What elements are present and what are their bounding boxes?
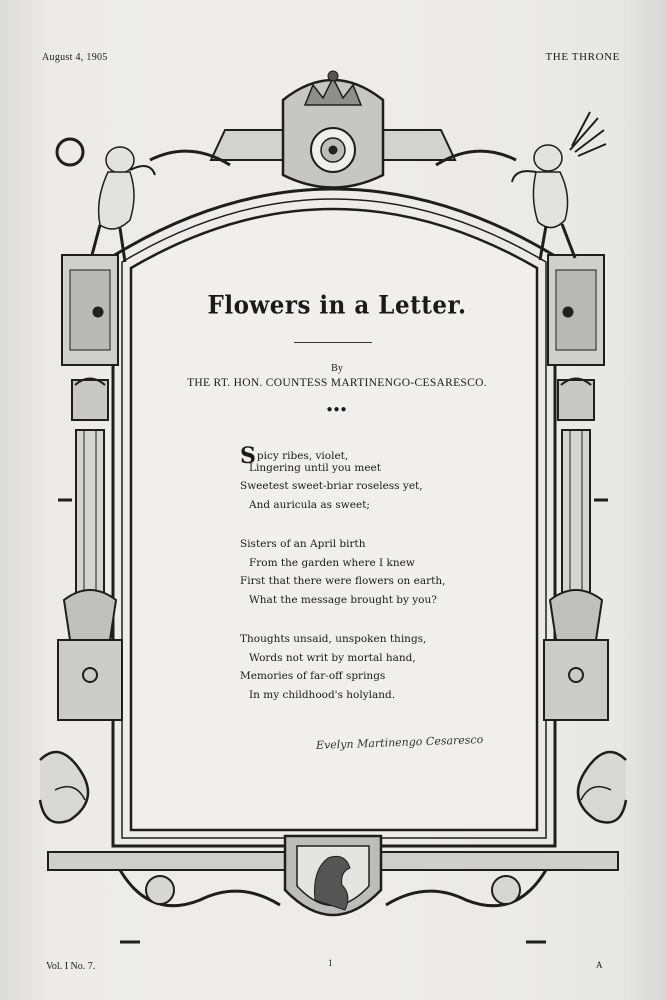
section-mark: A xyxy=(596,960,603,970)
volume-number: Vol. I No. 7. xyxy=(46,961,96,972)
poem-title: Flowers in a Letter. xyxy=(207,290,467,321)
left-column-ornament xyxy=(40,255,122,823)
poem-line: Lingering until you meet xyxy=(249,461,381,474)
page-number: 1 xyxy=(328,958,333,968)
left-cherub-illustration xyxy=(57,139,155,262)
poem-body xyxy=(240,443,445,707)
crown-and-rose-crest xyxy=(150,71,516,188)
poem-line: Thoughts unsaid, unspoken things, xyxy=(240,633,427,645)
publication-name: THE THRONE xyxy=(545,51,620,63)
poem-line: What the message brought by you? xyxy=(249,593,437,606)
poem-line: Sisters of an April birth xyxy=(240,538,366,550)
poem-author: THE RT. HON. COUNTESS MARTINENGO-CESARESCO. xyxy=(187,377,487,389)
poem-line: Memories of far-off springs xyxy=(240,670,386,682)
poem-line: Spicy ribes, violet, xyxy=(240,443,349,469)
poem-line: First that there were flowers on earth, xyxy=(240,575,446,587)
by-label: By xyxy=(331,363,343,374)
right-cherub-illustration xyxy=(512,112,606,260)
poem-line: In my childhood's holyland. xyxy=(249,688,396,701)
poem-line: And auricula as sweet; xyxy=(249,498,370,511)
ornament-dots: ●●● xyxy=(326,404,348,415)
title-divider xyxy=(294,342,372,343)
poem-line: Sweetest sweet-briar roseless yet, xyxy=(240,480,423,492)
issue-date: August 4, 1905 xyxy=(42,52,108,63)
author-signature: Evelyn Martinengo Cesaresco xyxy=(315,733,484,752)
drop-cap: S xyxy=(240,443,256,469)
heraldic-lion-shield-base xyxy=(48,836,618,942)
poem-line: Words not writ by mortal hand, xyxy=(249,651,416,664)
poem-line: From the garden where I knew xyxy=(249,556,415,569)
